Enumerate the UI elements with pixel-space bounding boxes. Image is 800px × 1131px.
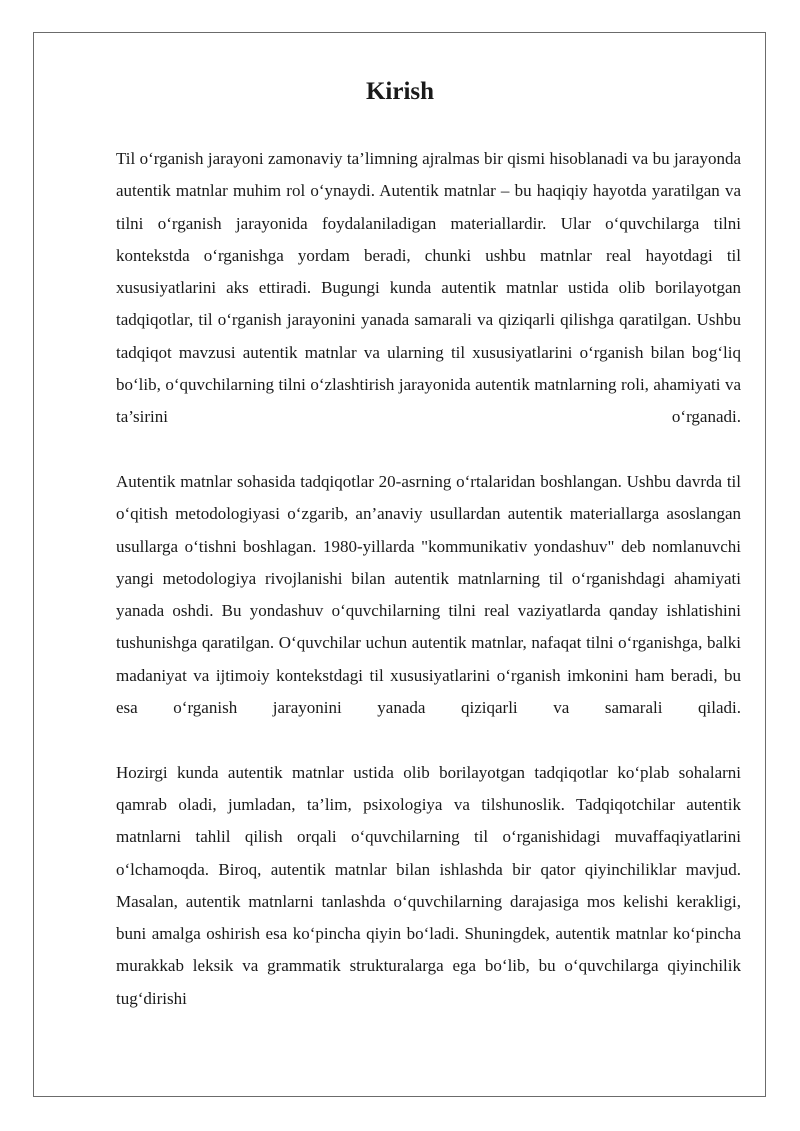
page-title: Kirish — [365, 78, 435, 105]
paragraph-3: Hozirgi kunda autentik matnlar ustida olib borilayotgan tadqiqotlar ko‘plab sohalarni qamrab oladi, jumladan, ta’lim, psixologiya va tilshunoslik. Tadqiqotchilar autentik matnlarni tahlil qilish orqali o‘quvchilarning til o‘rganishidagi muvaffaqiyatlarini o‘lchamoqda. Biroq, autentik matnlar bilan ishlashda bir qator qiyinchiliklar mavjud. Masalan, autentik matnlarni tanlashda o‘quvchilarning darajasiga mos kelishi kerakligi, buni amalga oshirish esa ko‘pincha qiyin bo‘ladi. Shuningdek, autentik matnlar ko‘pincha murakkab leksik va grammatik strukturalarga ega bo‘lib, bu o‘quvchilarga qiyinchilik tug‘dirishi — [116, 762, 741, 1008]
paragraph-1: Til o‘rganish jarayoni zamonaviy ta’limning ajralmas bir qismi hisoblanadi va bu jarayonda autentik matnlar muhim rol o‘ynaydi. Autentik matnlar – bu haqiqiy hayotda yaratilgan va tilni o‘rganish jarayonida foydalaniladigan materiallardir. Ular o‘quvchilarga tilni kontekstda o‘rganishga yordam beradi, chunki ushbu matnlar real hayotdagi til xususiyatlarini aks ettiradi. Bugungi kunda autentik matnlar ustida olib borilayotgan tadqiqotlar, til o‘rganish jarayonini yanada samarali va qiziqarli qilishga qaratilgan. Ushbu tadqiqot mavzusi autentik matnlar va ularning til xususiyatlarini o‘rganish bilan bog‘liq bo‘lib, o‘quvchilarning tilni o‘zlashtirish jarayonida autentik matnlarning roli, ahamiyati va ta’sirini o‘rganadi. — [116, 149, 741, 427]
paragraph-2: Autentik matnlar sohasida tadqiqotlar 20-asrning o‘rtalaridan boshlangan. Ushbu davrda til o‘qitish metodologiyasi o‘zgarib, an’anaviy usullardan autentik materiallarga asoslangan usullarga o‘tishni boshlagan. 1980-yillarda "kommunikativ yondashuv" deb nomlanuvchi yangi metodologiya rivojlanishi bilan autentik matnlarning til o‘rganishdagi ahamiyati yanada oshdi. Bu yondashuv o‘quvchilarning tilni real vaziyatlarda qanday ishlatishini tushunishga qaratilgan. O‘quvchilar uchun autentik matnlar, nafaqat tilni o‘rganishga, balki madaniyat va ijtimoiy kontekstdagi til xususiyatlarini o‘rganish imkonini ham beradi, bu esa o‘rganish jarayonini yanada qiziqarli va samarali qiladi. — [116, 471, 741, 718]
document-body — [116, 143, 741, 1015]
